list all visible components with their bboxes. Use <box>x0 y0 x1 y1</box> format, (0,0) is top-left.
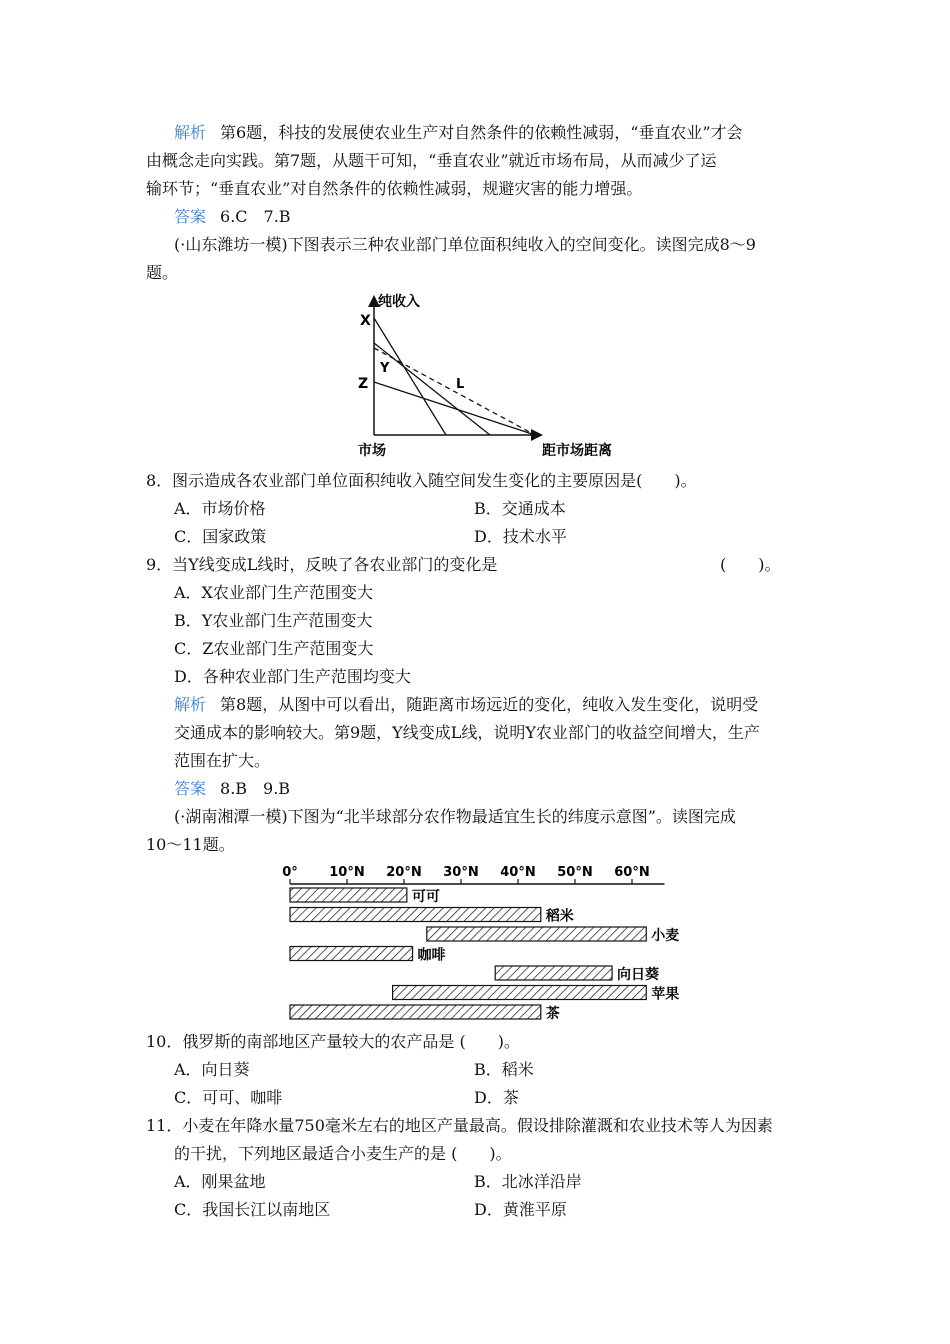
analysis2-label: 解析 <box>174 695 207 714</box>
latitude-tick-label: 20°N <box>386 865 422 880</box>
label-z: Z <box>358 376 369 392</box>
latitude-tick-label: 50°N <box>557 865 593 880</box>
q11-stem-line-2: 的干扰，下列地区最适合小麦生产的是 ( )。 <box>174 1144 512 1163</box>
q9-option-b: B．Y农业部门生产范围变大 <box>174 611 373 630</box>
q11-option-c: C．我国长江以南地区 <box>174 1200 331 1219</box>
latitude-range-chart <box>270 860 710 1020</box>
q10-option-a: A．向日葵 <box>174 1060 250 1079</box>
q10-option-d: D．茶 <box>474 1088 519 1107</box>
crop-label: 茶 <box>545 1006 560 1020</box>
crop-label: 向日葵 <box>617 967 660 983</box>
q9-option-a: A．X农业部门生产范围变大 <box>174 583 373 602</box>
q9-stem: 9．当Y线变成L线时，反映了各农业部门的变化是 <box>146 555 498 574</box>
q9-option-d: D．各种农业部门生产范围均变大 <box>174 667 411 686</box>
q8-option-a: A．市场价格 <box>174 499 266 518</box>
answer-label: 答案 <box>174 207 207 226</box>
q9-option-c: C．Z农业部门生产范围变大 <box>174 639 374 658</box>
crop-bar <box>427 927 646 941</box>
analysis2-line-3: 范围在扩大。 <box>174 751 271 770</box>
q9-paren: ( )。 <box>720 555 781 574</box>
analysis-line-3: 输环节；“垂直农业”对自然条件的依赖性减弱，规避灾害的能力增强。 <box>146 179 643 198</box>
y-axis-label: 纯收入 <box>378 294 420 310</box>
q11-option-a: A．刚果盆地 <box>174 1172 266 1191</box>
label-y: Y <box>380 361 390 376</box>
latitude-tick-label: 30°N <box>443 865 479 880</box>
intro-line-1: (·山东潍坊一模)下图表示三种农业部门单位面积纯收入的空间变化。读图完成8～9 <box>174 235 756 254</box>
latitude-tick-label: 10°N <box>329 865 365 880</box>
analysis2-line-1: 解析 第8题，从图中可以看出，随距离市场远近的变化，纯收入发生变化，说明受 <box>174 695 759 714</box>
q8-option-b: B．交通成本 <box>474 499 566 518</box>
intro2-line-1: (·湖南湘潭一模)下图为“北半球部分农作物最适宜生长的纬度示意图”。读图完成 <box>174 807 736 826</box>
label-l: L <box>456 377 465 392</box>
answer2-line: 答案 8.B 9.B <box>174 779 291 798</box>
intro-line-2: 题。 <box>146 263 179 282</box>
analysis-line-1: 解析 第6题，科技的发展使农业生产对自然条件的依赖性减弱，“垂直农业”才会 <box>174 123 743 142</box>
answer-line: 答案 6.C 7.B <box>174 207 291 226</box>
line-x <box>374 318 446 435</box>
crop-label: 小麦 <box>651 928 680 944</box>
label-x: X <box>360 313 371 329</box>
q8-option-d: D．技术水平 <box>474 527 567 546</box>
line-l <box>374 348 535 435</box>
q11-option-d: D．黄淮平原 <box>474 1200 567 1219</box>
crop-label: 可可 <box>411 889 440 905</box>
latitude-tick-label: 40°N <box>500 865 536 880</box>
crop-bar <box>290 1005 541 1019</box>
x-axis-label: 距市场距离 <box>542 443 612 459</box>
crop-bar <box>290 908 541 922</box>
crop-bar <box>495 966 612 980</box>
q10-option-c: C．可可、咖啡 <box>174 1088 283 1107</box>
analysis-line-2: 由概念走向实践。第7题，从题干可知，“垂直农业”就近市场布局，从而减少了运 <box>146 151 717 170</box>
latitude-tick-label: 0° <box>282 865 298 880</box>
q10-stem: 10．俄罗斯的南部地区产量较大的农产品是 ( )。 <box>146 1032 520 1051</box>
q10-option-b: B．稻米 <box>474 1060 534 1079</box>
intro2-line-2: 10～11题。 <box>146 835 235 854</box>
crop-label: 咖啡 <box>417 947 446 964</box>
origin-label: 市场 <box>358 443 386 459</box>
line-z <box>374 382 535 435</box>
analysis2-line-2: 交通成本的影响较大。第9题，Y线变成L线，说明Y农业部门的收益空间增大，生产 <box>174 723 760 742</box>
income-distance-figure <box>350 290 640 462</box>
crop-bar <box>290 947 413 961</box>
q8-stem: 8．图示造成各农业部门单位面积纯收入随空间发生变化的主要原因是( )。 <box>146 471 697 490</box>
crop-bar <box>290 888 407 902</box>
analysis-label: 解析 <box>174 123 207 142</box>
q8-option-c: C．国家政策 <box>174 527 267 546</box>
crop-bar <box>393 986 647 1000</box>
latitude-tick-label: 60°N <box>614 865 650 880</box>
crop-label: 苹果 <box>651 986 680 1003</box>
answer2-label: 答案 <box>174 779 207 798</box>
q11-stem-line-1: 11．小麦在年降水量750毫米左右的地区产量最高。假设排除灌溉和农业技术等人为因素 <box>146 1116 773 1135</box>
q11-option-b: B．北冰洋沿岸 <box>474 1172 582 1191</box>
crop-label: 稻米 <box>545 908 574 925</box>
